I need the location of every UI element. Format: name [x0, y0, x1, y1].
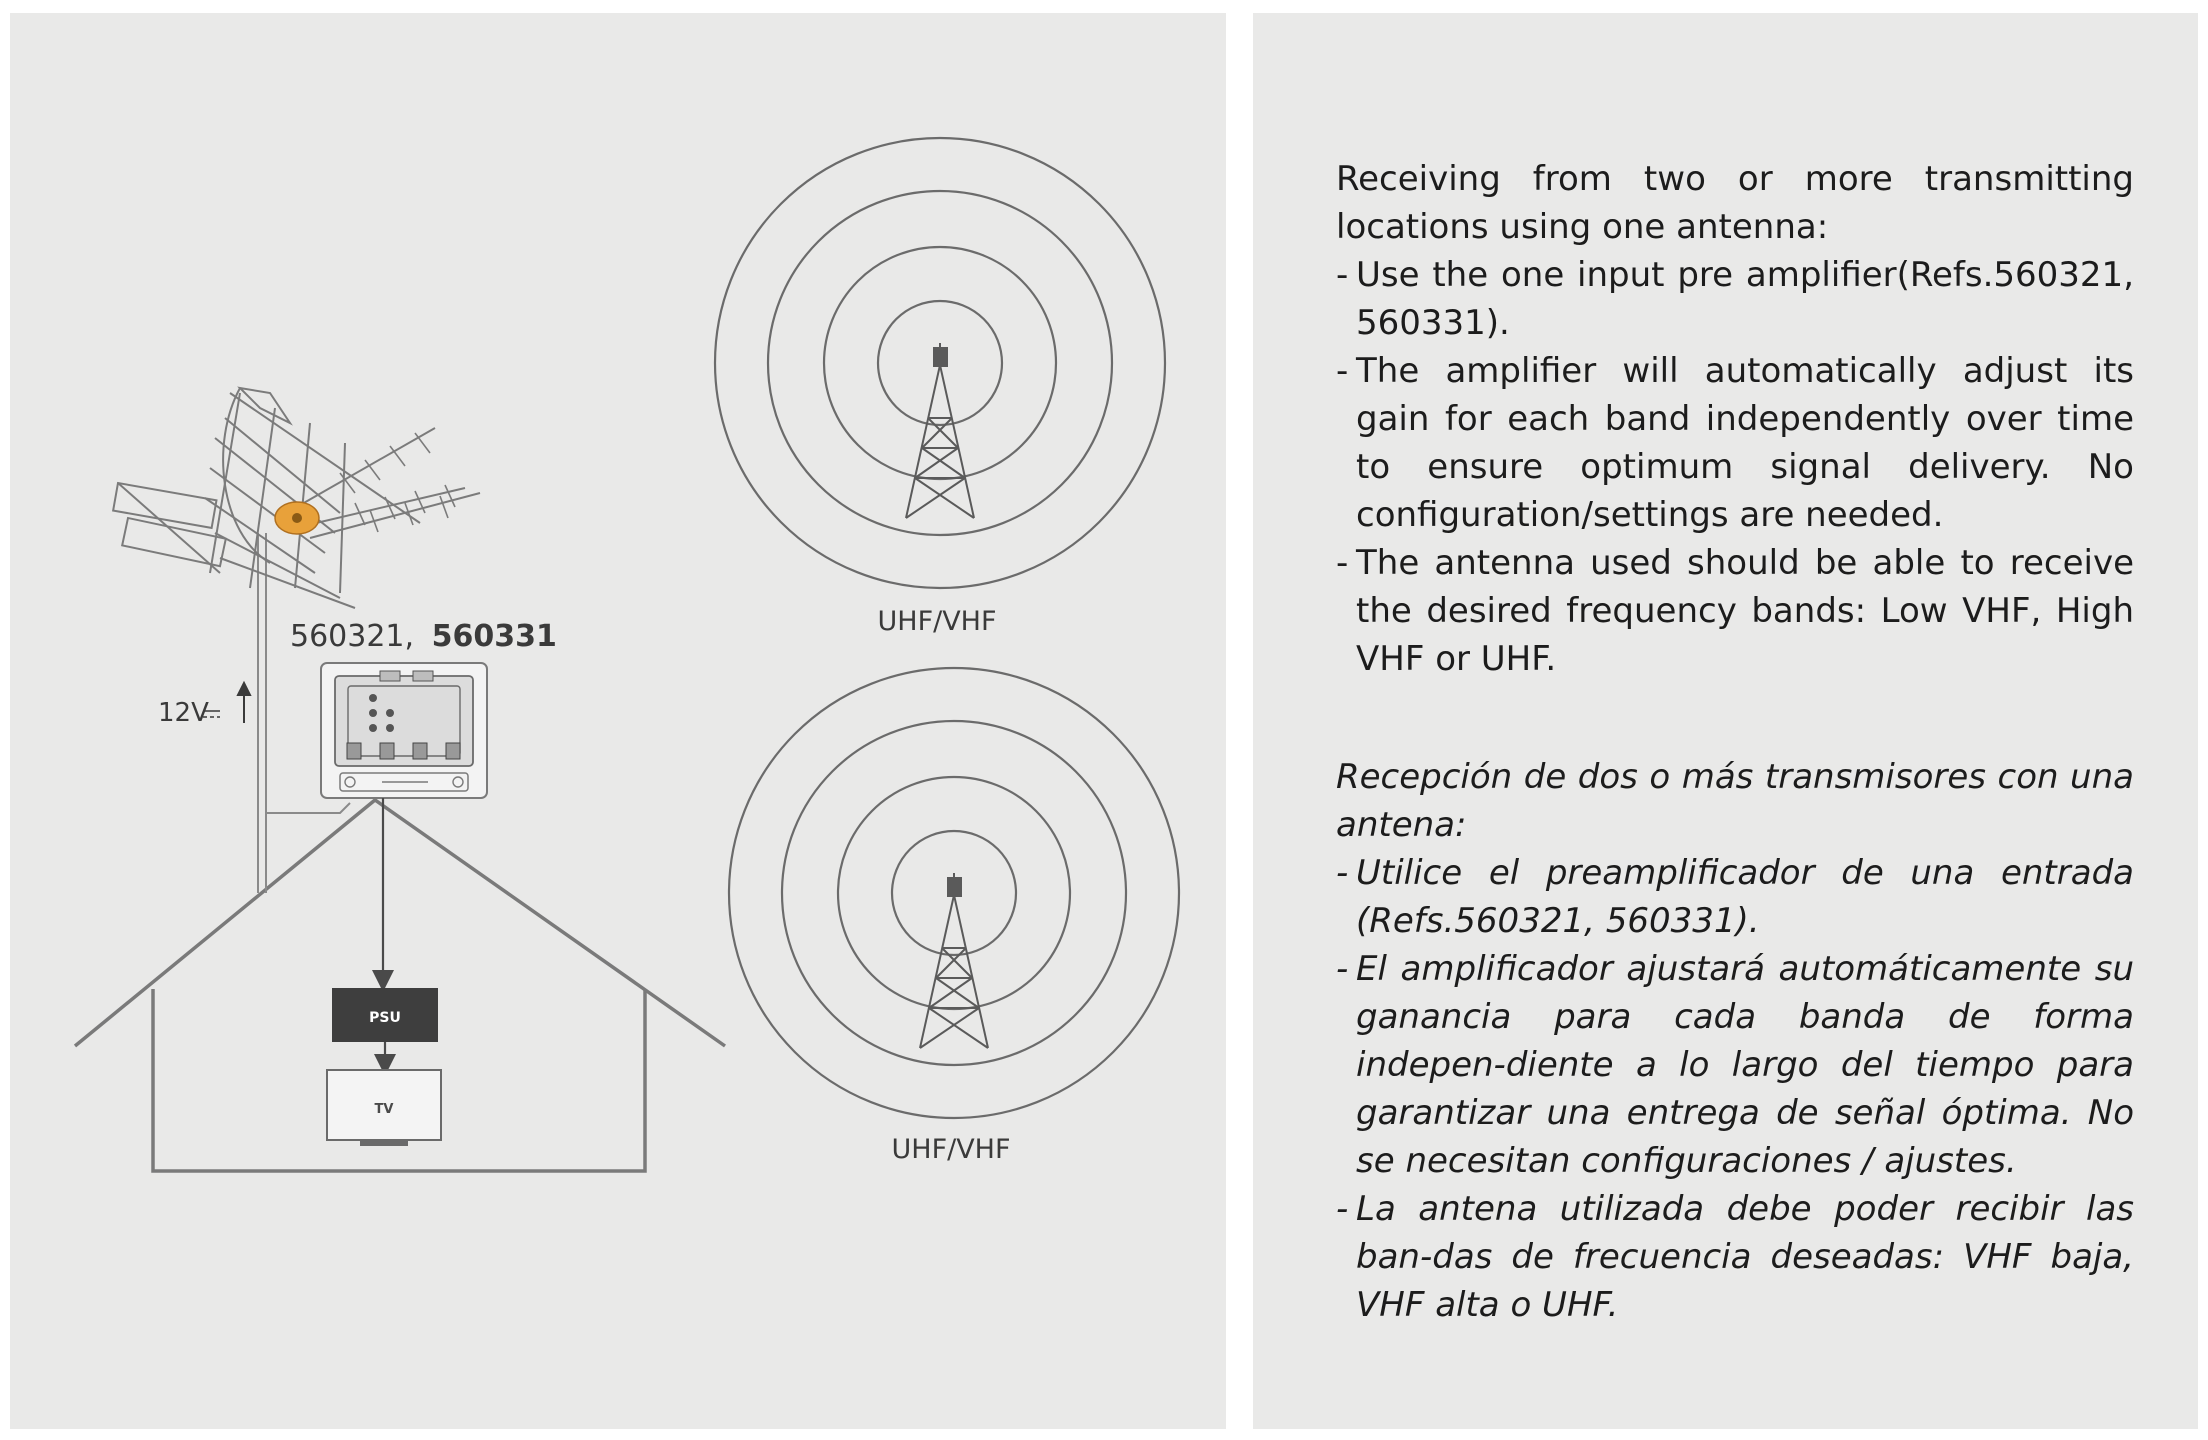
voltage-label: 12V — [158, 698, 209, 728]
transmitter-label-top: UHF/VHF — [877, 606, 997, 637]
model-label-b: 560331 — [431, 619, 557, 654]
transmitter-label-bottom: UHF/VHF — [891, 1134, 1011, 1165]
model-label-a: 560321, — [290, 619, 415, 654]
transmitter-top — [715, 138, 1165, 588]
english-intro: Receiving from two or more transmitting locations using one antenna: — [1336, 159, 2134, 247]
installation-diagram — [10, 13, 1226, 1429]
list-item — [1336, 945, 2134, 1185]
spanish-instructions — [1336, 753, 2134, 1329]
list-item — [1336, 1185, 2134, 1329]
bullet-text: El amplificador ajustará automáticamente su ganancia para cada banda de forma indepen-diente a lo largo del tiempo para garantizar una entrega de señal óptima. No se necesitan configuraciones / ajustes. — [1356, 949, 2134, 1181]
tv-label: TV — [374, 1102, 394, 1117]
list-item — [1336, 849, 2134, 945]
power-supply-box — [321, 663, 487, 798]
up-arrow-icon — [238, 683, 250, 723]
bullet-text: The antenna used should be able to receive the desired frequency bands: Low VHF, High VHF or UHF. — [1356, 543, 2134, 679]
bullet-marker: - — [1336, 949, 1349, 989]
antenna-icon — [113, 388, 480, 608]
bullet-marker: - — [1336, 1189, 1349, 1229]
bullet-text: The amplifier will automatically adjust its gain for each band independently over time to ensure optimum signal delivery. No configuration/settings are needed. — [1356, 351, 2134, 535]
bullet-marker: - — [1336, 351, 1349, 391]
bullet-marker: - — [1336, 255, 1349, 295]
bullet-text: La antena utilizada debe poder recibir las ban-das de frecuencia deseadas: VHF baja, VHF alta o UHF. — [1356, 1189, 2134, 1325]
english-instructions — [1336, 155, 2134, 683]
tower-icon — [920, 873, 988, 1048]
diagram-panel — [10, 13, 1226, 1429]
svg-text:560321, 560331 — [290, 619, 557, 654]
tower-icon — [906, 343, 974, 518]
text-panel — [1253, 13, 2198, 1429]
list-item — [1336, 251, 2134, 347]
antenna-amplifier-highlight — [275, 502, 319, 534]
spanish-bullet-list — [1336, 849, 2134, 1329]
transmitter-bottom — [729, 668, 1179, 1118]
bullet-text: Utilice el preamplificador de una entrada (Refs.560321, 560331). — [1356, 853, 2134, 941]
spanish-intro: Recepción de dos o más transmisores con una antena: — [1336, 757, 2134, 845]
bullet-marker: - — [1336, 543, 1349, 583]
list-item — [1336, 347, 2134, 539]
bullet-text: Use the one input pre amplifier(Refs.560321, 560331). — [1356, 255, 2134, 343]
psu-label: PSU — [369, 1010, 401, 1026]
bullet-marker: - — [1336, 853, 1349, 893]
list-item — [1336, 539, 2134, 683]
english-bullet-list — [1336, 251, 2134, 683]
